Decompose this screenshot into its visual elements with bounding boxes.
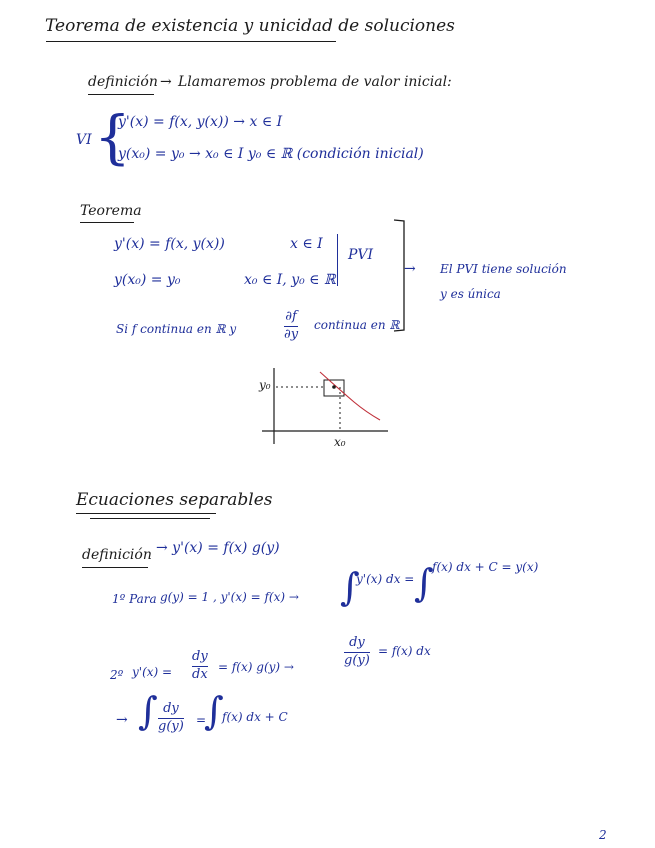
definition-arrow: →	[160, 74, 172, 90]
case2-rhs: = f(x) dx	[378, 644, 431, 658]
theorem-eq2-right: x₀ ∈ I, y₀ ∈ ℝ	[244, 272, 336, 288]
graph-y-label: y₀	[259, 378, 271, 392]
separable-def-label: definición	[82, 547, 152, 563]
pvi-equation-1: y'(x) = f(x, y(x)) → x ∈ I	[118, 114, 283, 130]
separable-underline-2	[90, 518, 210, 519]
case2-den: dx	[192, 666, 208, 682]
separable-title: Ecuaciones separables	[76, 490, 273, 510]
pvi-brace: {	[94, 103, 131, 171]
conclusion-line-1: El PVI tiene solución	[440, 262, 567, 276]
theorem-underline	[80, 222, 134, 223]
case3-num: dy	[163, 701, 179, 716]
case2-num: dy	[192, 649, 208, 664]
graph-x-label: x₀	[334, 435, 346, 449]
pvi-equation-2: y(x₀) = y₀ → x₀ ∈ I y₀ ∈ ℝ (condición inicial)	[118, 146, 424, 162]
conclusion-arrow: →	[404, 261, 416, 277]
definition-underline	[88, 94, 154, 95]
title-underline	[46, 41, 336, 42]
case2-fraction-2	[344, 636, 370, 669]
case1-label: 1º Para	[112, 592, 157, 606]
theorem-eq1-left: y'(x) = f(x, y(x))	[114, 236, 225, 252]
page-number: 2	[599, 828, 607, 842]
partial-derivative	[284, 310, 298, 343]
theorem-label: Teorema	[80, 203, 142, 219]
case2-label: 2º	[110, 668, 124, 682]
case3-eq: =	[196, 713, 207, 727]
theorem-eq1-right: x ∈ I	[290, 236, 323, 252]
separable-def-underline	[82, 567, 148, 568]
case3-arrow: →	[116, 712, 128, 728]
integral-sign-4: ∫	[204, 689, 224, 733]
solution-sketch	[262, 364, 394, 452]
conclusion-line-2: y es única	[440, 287, 501, 301]
definition-text: Llamaremos problema de valor inicial:	[178, 74, 452, 90]
pvi-divider	[337, 234, 338, 286]
case2-mid: = f(x) g(y) →	[218, 660, 294, 674]
case1-result: f(x) dx + C = y(x)	[432, 560, 539, 574]
case1-integral: y'(x) dx =	[356, 572, 415, 586]
definition-label: definición	[88, 74, 158, 90]
separable-def-text: → y'(x) = f(x) g(y)	[156, 540, 280, 556]
separable-underline-1	[76, 513, 216, 514]
case2-lhs: y'(x) =	[132, 665, 173, 679]
case2-fraction-1	[192, 650, 208, 683]
case3-den: g(y)	[158, 718, 184, 734]
integral-sign-2: ∫	[414, 561, 434, 605]
integral-sign-3: ∫	[138, 689, 158, 733]
page-title: Teorema de existencia y unicidad de soluciones	[45, 16, 455, 36]
condition-prefix: Si f continua en ℝ y	[116, 322, 237, 336]
case3-rhs: f(x) dx + C	[222, 710, 288, 724]
case2-den2: g(y)	[344, 652, 370, 668]
partial-denominator: ∂y	[284, 326, 299, 342]
pvi-label: VI	[76, 132, 92, 148]
integral-sign-1: ∫	[340, 565, 360, 609]
case2-num2: dy	[349, 635, 365, 650]
condition-suffix: continua en ℝ	[314, 318, 400, 332]
theorem-pvi: PVI	[348, 247, 374, 263]
case3-fraction	[158, 702, 184, 735]
case1-text: g(y) = 1 , y'(x) = f(x) →	[160, 590, 299, 604]
theorem-eq2-left: y(x₀) = y₀	[114, 272, 181, 288]
partial-numerator: ∂f	[285, 309, 297, 324]
